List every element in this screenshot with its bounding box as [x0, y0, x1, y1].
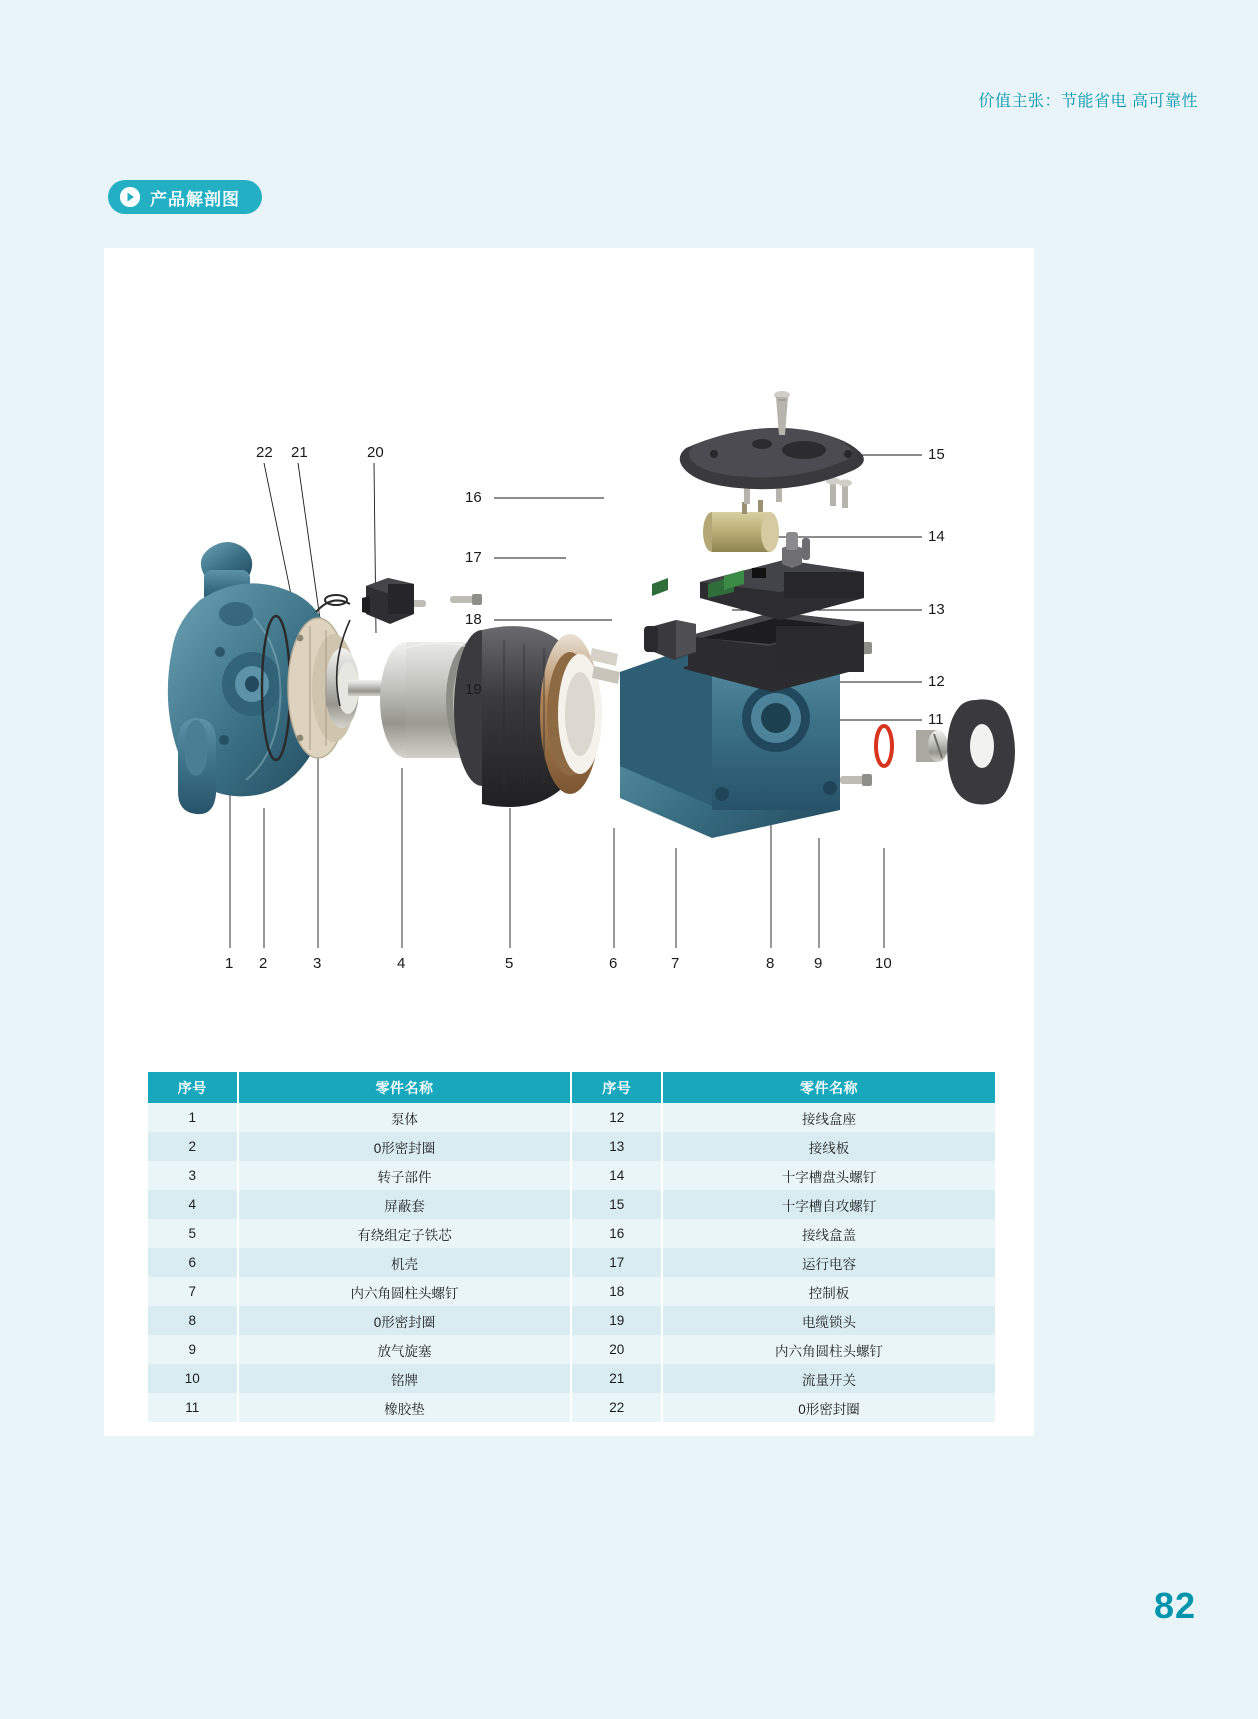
cell-name-left: 橡胶垫 [238, 1393, 572, 1422]
cell-no-left: 11 [148, 1393, 238, 1422]
callout-6: 6 [609, 955, 618, 972]
table-row [148, 1132, 995, 1161]
callout-17: 17 [465, 549, 482, 566]
table-row [148, 1393, 995, 1422]
cell-no-right: 16 [571, 1219, 662, 1248]
cell-name-left: 内六角圆柱头螺钉 [238, 1277, 572, 1306]
cell-no-left: 1 [148, 1103, 238, 1132]
cell-name-left: 屏蔽套 [238, 1190, 572, 1219]
cell-name-right: 控制板 [662, 1277, 995, 1306]
cell-name-right: 接线盒盖 [662, 1219, 995, 1248]
cell-no-left: 3 [148, 1161, 238, 1190]
cell-no-left: 9 [148, 1335, 238, 1364]
cell-name-right: 十字槽自攻螺钉 [662, 1190, 995, 1219]
cell-no-left: 5 [148, 1219, 238, 1248]
page-number: 82 [1153, 1585, 1196, 1626]
callout-1: 1 [225, 955, 234, 972]
cell-no-left: 2 [148, 1132, 238, 1161]
table-row [148, 1190, 995, 1219]
callout-22: 22 [256, 444, 273, 461]
callout-21: 21 [291, 444, 308, 461]
table-header-no-right: 序号 [571, 1072, 662, 1103]
cell-name-right: 电缆锁头 [662, 1306, 995, 1335]
cell-name-left: 放气旋塞 [238, 1335, 572, 1364]
callout-8: 8 [766, 955, 775, 972]
cell-no-right: 13 [571, 1132, 662, 1161]
table-row [148, 1248, 995, 1277]
table-header-row [148, 1072, 995, 1103]
table-row [148, 1277, 995, 1306]
cell-name-left: 泵体 [238, 1103, 572, 1132]
cell-name-right: 流量开关 [662, 1364, 995, 1393]
cell-name-right: 内六角圆柱头螺钉 [662, 1335, 995, 1364]
table-header-name-right: 零件名称 [662, 1072, 995, 1103]
callout-19: 19 [465, 681, 482, 698]
cell-no-right: 20 [571, 1335, 662, 1364]
parts-table [148, 1072, 995, 1422]
cell-name-right: 0形密封圈 [662, 1393, 995, 1422]
table-row [148, 1103, 995, 1132]
callout-9: 9 [814, 955, 823, 972]
cell-name-left: 铭牌 [238, 1364, 572, 1393]
cell-no-right: 18 [571, 1277, 662, 1306]
cell-no-left: 7 [148, 1277, 238, 1306]
product-exploded-diagram [104, 248, 1034, 1048]
callout-7: 7 [671, 955, 680, 972]
callout-15: 15 [928, 446, 945, 463]
cell-no-right: 22 [571, 1393, 662, 1422]
cell-name-left: 0形密封圈 [238, 1132, 572, 1161]
cell-no-right: 15 [571, 1190, 662, 1219]
callout-11: 11 [928, 711, 944, 728]
header-tagline: 价值主张：节能省电 高可靠性 [978, 93, 1198, 110]
cell-name-right: 接线盒座 [662, 1103, 995, 1132]
section-title-label: 产品解剖图 [150, 189, 240, 209]
callout-3: 3 [313, 955, 322, 972]
table-row [148, 1306, 995, 1335]
callout-14: 14 [928, 528, 945, 545]
table-row [148, 1161, 995, 1190]
callout-4: 4 [397, 955, 406, 972]
cell-no-right: 21 [571, 1364, 662, 1393]
callout-10: 10 [875, 955, 892, 972]
content-panel [104, 248, 1034, 1436]
cell-no-right: 12 [571, 1103, 662, 1132]
table-row [148, 1335, 995, 1364]
callout-12: 12 [928, 673, 945, 690]
table-row [148, 1219, 995, 1248]
cell-name-left: 机壳 [238, 1248, 572, 1277]
cell-name-left: 转子部件 [238, 1161, 572, 1190]
cell-no-left: 6 [148, 1248, 238, 1277]
table-header-no-left: 序号 [148, 1072, 238, 1103]
callout-16: 16 [465, 489, 482, 506]
cell-no-right: 14 [571, 1161, 662, 1190]
callout-18: 18 [465, 611, 482, 628]
section-title-pill [108, 180, 262, 214]
callout-13: 13 [928, 601, 945, 618]
cell-name-left: 0形密封圈 [238, 1306, 572, 1335]
table-header-name-left: 零件名称 [238, 1072, 572, 1103]
cell-no-right: 17 [571, 1248, 662, 1277]
cell-no-right: 19 [571, 1306, 662, 1335]
callout-2: 2 [259, 955, 268, 972]
cell-no-left: 10 [148, 1364, 238, 1393]
cell-name-right: 接线板 [662, 1132, 995, 1161]
cell-no-left: 8 [148, 1306, 238, 1335]
arrow-right-circle-icon [120, 187, 140, 207]
cell-name-left: 有绕组定子铁芯 [238, 1219, 572, 1248]
cell-name-right: 运行电容 [662, 1248, 995, 1277]
callout-20: 20 [367, 444, 384, 461]
cell-no-left: 4 [148, 1190, 238, 1219]
callout-5: 5 [505, 955, 514, 972]
cell-name-right: 十字槽盘头螺钉 [662, 1161, 995, 1190]
table-row [148, 1364, 995, 1393]
